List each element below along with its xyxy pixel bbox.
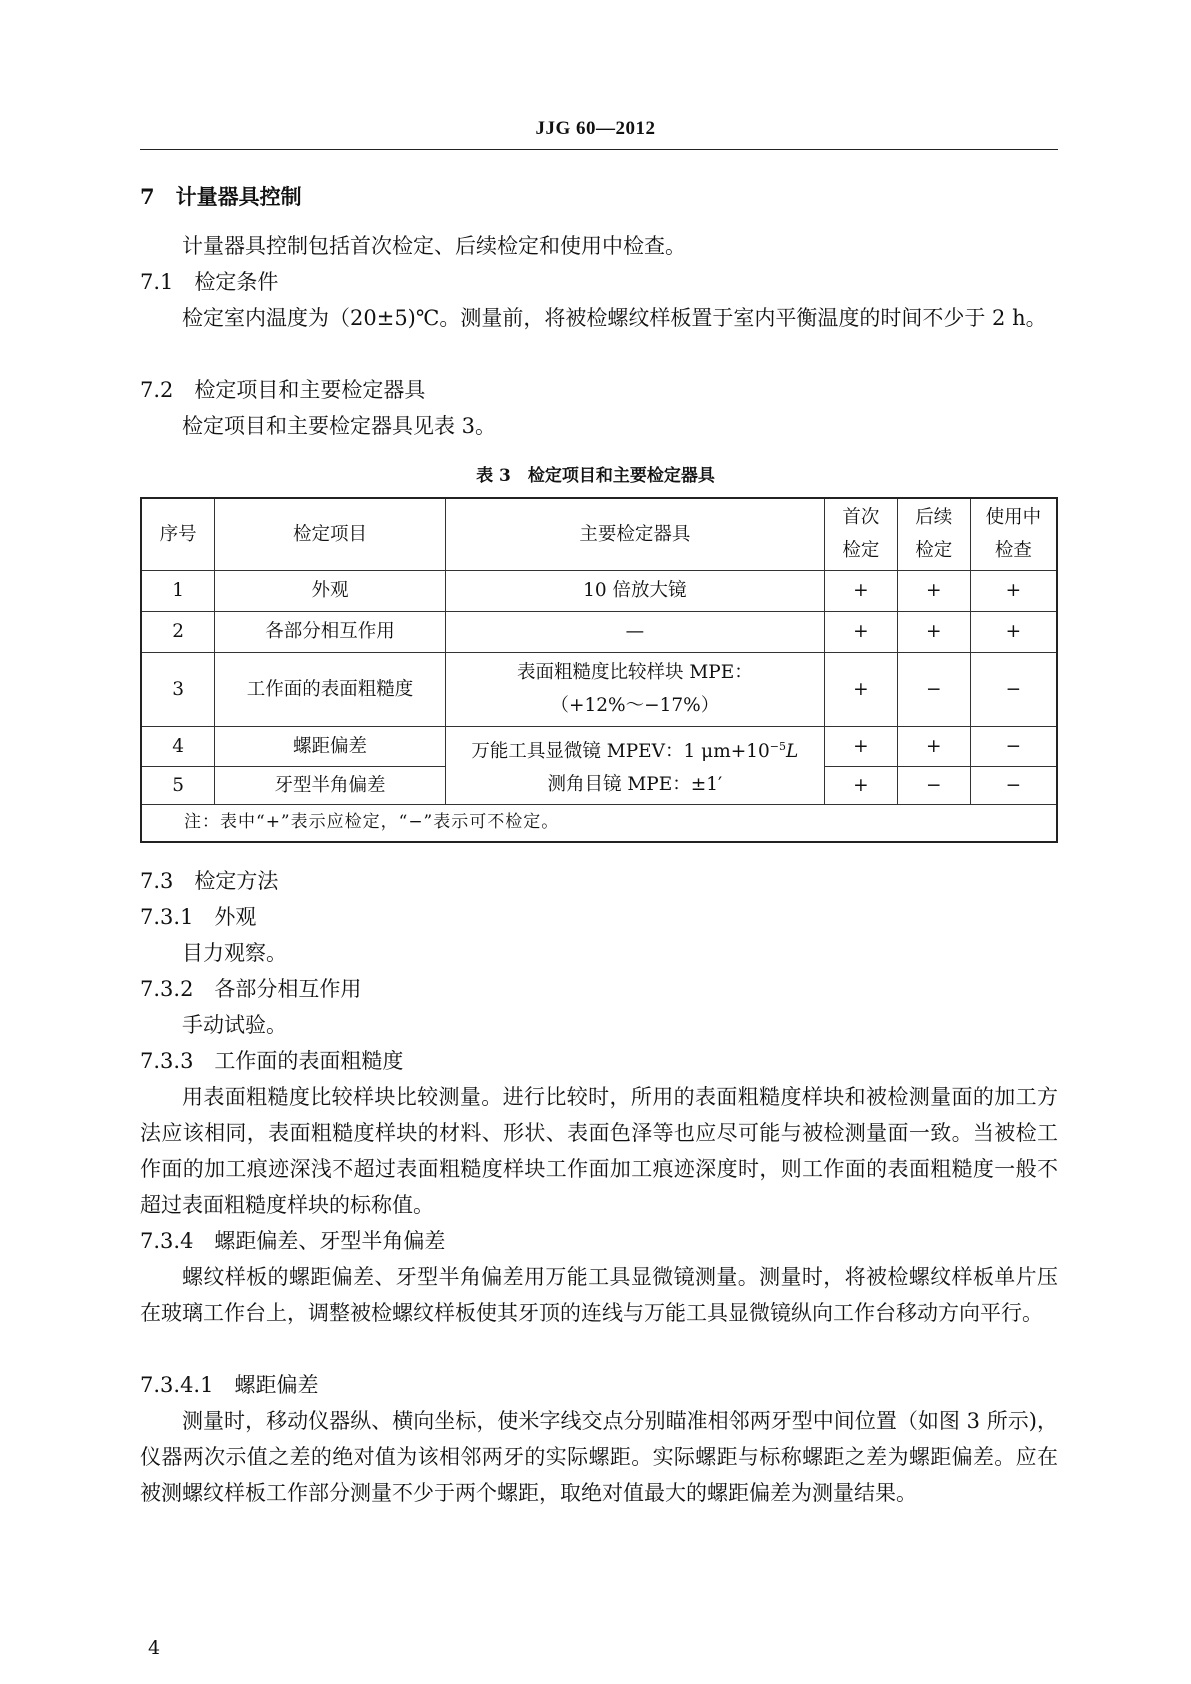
section-7-3-4-text: 螺纹样板的螺距偏差、牙型半角偏差用万能工具显微镜测量。测量时，将被检螺纹样板单片压在玻璃工作台上，调整被检螺纹样板使其牙顶的连线与万能工具显微镜纵向工作台移动方向平行。 xyxy=(140,1265,1058,1325)
header-subsequent-l1: 后续 xyxy=(915,507,953,529)
header-first-l1: 首次 xyxy=(842,507,880,529)
row3-no: 3 xyxy=(141,652,215,726)
table-row xyxy=(141,570,1057,611)
document-code-header: JJG 60—2012 xyxy=(535,118,656,139)
row3-instrument-l2: （+12%～−17%） xyxy=(550,695,720,716)
header-item: 检定项目 xyxy=(215,498,445,570)
row1-no: 1 xyxy=(141,570,215,611)
section-7-3-1-text: 目力观察。 xyxy=(182,941,287,965)
row4-no: 4 xyxy=(141,726,215,766)
merged-instrument-l2: 测角目镜 MPE：±1′ xyxy=(547,773,723,795)
section-7-1-text: 检定室内温度为（20±5)℃。测量前，将被检螺纹样板置于室内平衡温度的时间不少于 2 h。 xyxy=(182,306,1047,330)
table-note-row xyxy=(141,804,1057,842)
table-row xyxy=(141,611,1057,652)
row5-no: 5 xyxy=(141,766,215,804)
row2-item: 各部分相互作用 xyxy=(215,611,445,652)
section-7-3-2-text: 手动试验。 xyxy=(182,1013,287,1037)
section-7-heading: 7 计量器具控制 xyxy=(140,184,302,209)
header-no: 序号 xyxy=(141,498,215,570)
section-7-3-heading: 7.3 检定方法 xyxy=(140,869,279,893)
row2-no: 2 xyxy=(141,611,215,652)
row1-first: + xyxy=(824,570,897,611)
section-7-2-heading: 7.2 检定项目和主要检定器具 xyxy=(140,378,426,402)
table-row xyxy=(141,726,1057,766)
header-inuse xyxy=(970,498,1057,570)
row3-instrument-l1: 表面粗糙度比较样块 MPE： xyxy=(516,662,753,683)
section-7-1-heading: 7.1 检定条件 xyxy=(140,270,279,294)
merged-instrument-l1-exp: −5 xyxy=(769,739,787,753)
header-first-l2: 检定 xyxy=(842,540,880,562)
header-subsequent xyxy=(897,498,970,570)
section-7-intro: 计量器具控制包括首次检定、后续检定和使用中检查。 xyxy=(182,234,686,258)
row1-item: 外观 xyxy=(215,570,445,611)
row3-first: + xyxy=(824,652,897,726)
section-7-3-4-heading: 7.3.4 螺距偏差、牙型半角偏差 xyxy=(140,1229,446,1253)
section-7-3-1-heading: 7.3.1 外观 xyxy=(140,905,257,929)
row4-5-instrument xyxy=(445,726,824,804)
merged-instrument-l1-prefix: 万能工具显微镜 MPEV：1 μm+10 xyxy=(471,740,770,762)
row5-inuse: − xyxy=(970,766,1057,804)
row1-inuse: + xyxy=(970,570,1057,611)
row1-instrument: 10 倍放大镜 xyxy=(445,570,824,611)
header-subsequent-l2: 检定 xyxy=(915,540,953,562)
row3-item: 工作面的表面粗糙度 xyxy=(215,652,445,726)
row3-instrument xyxy=(445,652,824,726)
row5-subsequent: − xyxy=(897,766,970,804)
header-inuse-l1: 使用中 xyxy=(985,507,1042,529)
row5-item: 牙型半角偏差 xyxy=(215,766,445,804)
header-inuse-l2: 检查 xyxy=(994,540,1032,562)
row2-first: + xyxy=(824,611,897,652)
row2-instrument: — xyxy=(445,611,824,652)
section-7-3-3-heading: 7.3.3 工作面的表面粗糙度 xyxy=(140,1049,404,1073)
row3-inuse: − xyxy=(970,652,1057,726)
row1-subsequent: + xyxy=(897,570,970,611)
merged-instrument-l1 xyxy=(446,730,824,768)
header-first xyxy=(824,498,897,570)
page-number: 4 xyxy=(148,1637,161,1659)
table-row xyxy=(141,652,1057,726)
merged-instrument-l1-var: L xyxy=(786,740,799,762)
table-3 xyxy=(140,497,1058,843)
header-rule xyxy=(140,149,1058,150)
section-7-2-text: 检定项目和主要检定器具见表 3。 xyxy=(182,414,497,438)
row2-subsequent: + xyxy=(897,611,970,652)
section-7-3-4-1-text: 测量时，移动仪器纵、横向坐标，使米字线交点分别瞄准相邻两牙型中间位置（如图 3 所示)，仪器两次示值之差的绝对值为该相邻两牙的实际螺距。实际螺距与标称螺距之差为螺距偏差。应在被测螺纹样板工作部分测量不少于两个螺距，取绝对值最大的螺距偏差为测量结果。 xyxy=(140,1409,1058,1505)
row4-item: 螺距偏差 xyxy=(215,726,445,766)
row4-inuse: − xyxy=(970,726,1057,766)
table-note: 注：表中“+”表示应检定，“−”表示可不检定。 xyxy=(141,804,1057,842)
row3-subsequent: − xyxy=(897,652,970,726)
row4-subsequent: + xyxy=(897,726,970,766)
section-7-3-3-text: 用表面粗糙度比较样块比较测量。进行比较时，所用的表面粗糙度样块和被检测量面的加工方法应该相同，表面粗糙度样块的材料、形状、表面色泽等也应尽可能与被检测量面一致。当被检工作面的加工痕迹深浅不超过表面粗糙度样块工作面加工痕迹深度时，则工作面的表面粗糙度一般不超过表面粗糙度样块的标称值。 xyxy=(140,1085,1058,1217)
section-7-3-4-1-heading: 7.3.4.1 螺距偏差 xyxy=(140,1373,319,1397)
section-7-3-2-heading: 7.3.2 各部分相互作用 xyxy=(140,977,362,1001)
table-3-caption: 表 3 检定项目和主要检定器具 xyxy=(476,466,715,486)
row2-inuse: + xyxy=(970,611,1057,652)
header-instrument: 主要检定器具 xyxy=(445,498,824,570)
row5-first: + xyxy=(824,766,897,804)
row4-first: + xyxy=(824,726,897,766)
table-header-row xyxy=(141,498,1057,570)
